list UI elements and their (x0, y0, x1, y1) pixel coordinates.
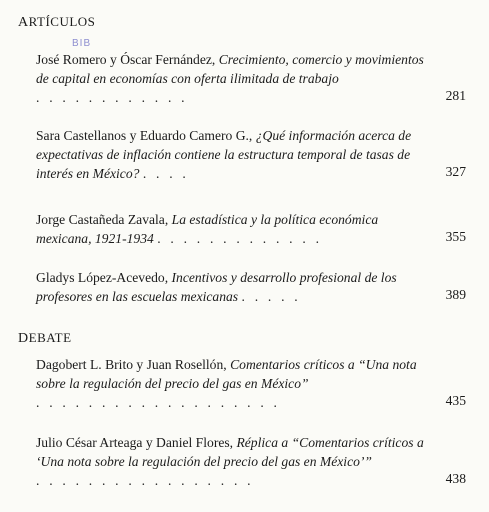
toc-entry (36, 433, 426, 490)
page-number: 435 (445, 393, 466, 408)
dot-leader: . . . . (142, 166, 190, 181)
entry-authors: Gladys López-Acevedo, (36, 270, 172, 285)
entry-authors: Julio César Arteaga y Daniel Flores, (36, 435, 237, 450)
library-stamp: BIB (72, 38, 92, 49)
dot-leader: . . . . . . . . . . . . . . . . . . . (36, 395, 281, 410)
entry-authors: Sara Castellanos y Eduardo Camero G., (36, 128, 256, 143)
section-heading-rest: EBATE (28, 330, 72, 345)
entry-title: Incentivos y desarrollo profesional de los profesores en las escuelas mexicanas (36, 270, 397, 304)
section-heading-articulos (18, 14, 95, 31)
dot-leader: . . . . . (241, 289, 301, 304)
entry-authors: José Romero y Óscar Fernández, (36, 52, 219, 67)
page-number: 327 (445, 164, 466, 179)
entry-authors: Dagobert L. Brito y Juan Rosellón, (36, 357, 231, 372)
toc-entry (36, 50, 426, 107)
section-heading-initial: A (18, 15, 29, 30)
toc-entry (36, 210, 426, 248)
toc-entry (36, 355, 426, 412)
page-number: 281 (445, 88, 466, 103)
entry-title: La estadística y la política económica mexicana, 1921-1934 (36, 212, 379, 246)
entry-title: Comentarios críticos a “Una nota sobre la regulación del precio del gas en México” (36, 357, 417, 391)
entry-title: Crecimiento, comercio y movimientos de capital en economías con oferta ilimitada de trabajo (36, 52, 424, 86)
section-heading-debate (18, 330, 72, 347)
page-number: 438 (445, 471, 466, 486)
page-number: 389 (445, 287, 466, 302)
toc-entry (36, 268, 426, 306)
section-heading-rest: RTÍCULOS (28, 14, 96, 29)
dot-leader: . . . . . . . . . . . . . (157, 231, 323, 246)
toc-entry (36, 126, 426, 183)
entry-authors: Jorge Castañeda Zavala, (36, 212, 172, 227)
entry-title: ¿Qué información acerca de expectativas de inflación contiene la estructura temporal de tasas de interés en México? (36, 128, 412, 181)
page-number: 355 (445, 229, 466, 244)
entry-title: Réplica a “Comentarios críticos a ‘Una nota sobre la regulación del precio del gas en México’” (36, 435, 424, 469)
dot-leader: . . . . . . . . . . . . . . . . . (36, 473, 254, 488)
section-heading-initial: D (18, 331, 29, 346)
dot-leader: . . . . . . . . . . . . (36, 90, 188, 105)
